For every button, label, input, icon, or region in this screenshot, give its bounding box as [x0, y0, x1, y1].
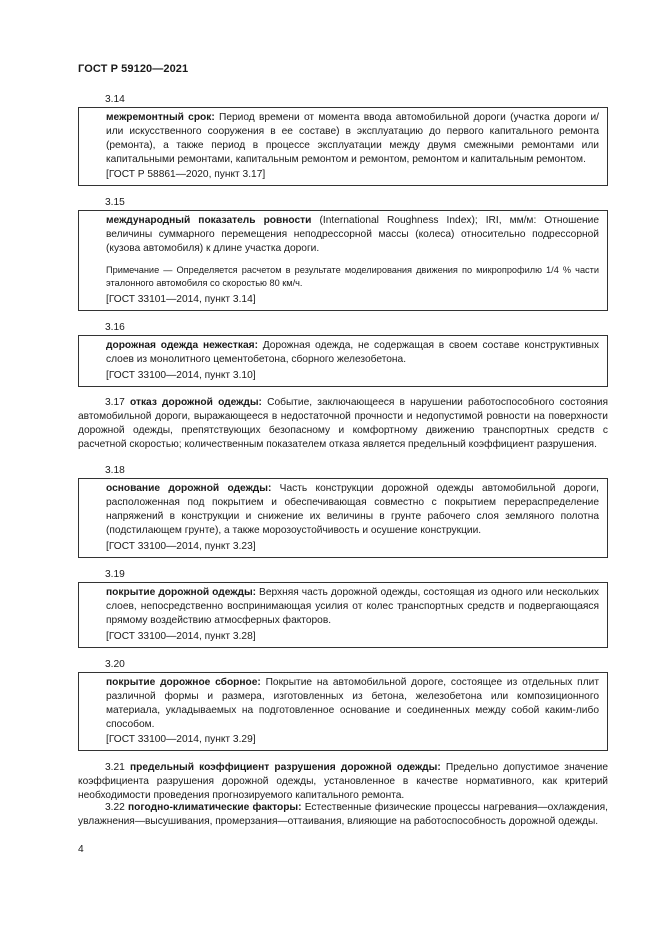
term-text: Период времени от момента ввода автомобильной дороги (участка дороги и/или искусственного сооружения в ее составе) в эксплуатацию до первого капитального ремонта (ремонта), а также период в процессе эксплуатации между двумя смежными ремонтами или капитальными ремонтами, капитальным ремонтом и ремонтом, ремонтом и капитальным ремонтом.: [106, 112, 599, 165]
term-source: [ГОСТ 33101—2014, пункт 3.14]: [106, 294, 256, 305]
term-box: [78, 107, 608, 186]
paragraph-text: Предельно допустимое значение коэффициента разрушения дорожной одежды, установленное в качестве нормативного, как критерий необходимости проведения прогнозируемого капитального ремонта.: [78, 762, 608, 801]
term-note: Примечание — Определяется расчетом в результате моделирования движения по микропрофилю 1/4 % части эталонного автомобиля со скоростью 80 км/ч.: [106, 265, 599, 288]
term-box: [78, 582, 608, 648]
page-number: 4: [78, 844, 84, 855]
term-box: [78, 210, 608, 311]
paragraph: [78, 761, 608, 803]
term-definition: [106, 214, 599, 256]
term-title: межремонтный срок:: [106, 112, 215, 123]
term-title: покрытие дорожное сборное:: [106, 677, 261, 688]
term-source: [ГОСТ 33100—2014, пункт 3.29]: [106, 734, 256, 745]
term-number: 3.14: [105, 94, 125, 105]
term-number: 3.15: [105, 197, 125, 208]
term-number: 3.18: [105, 465, 125, 476]
paragraph-term: предельный коэффициент разрушения дорожной одежды:: [129, 762, 441, 773]
term-definition: [106, 339, 599, 367]
term-title: международный показатель ровности: [106, 215, 312, 226]
term-definition: [106, 586, 599, 628]
term-source: [ГОСТ 33100—2014, пункт 3.28]: [106, 631, 256, 642]
term-text: Верхняя часть дорожной одежды, состоящая из одного или нескольких слоев, непосредственно воспринимающая усилия от колес транспортных средств и подвергающаяся прямому воздействию атмосферных факторов.: [106, 587, 599, 626]
term-box: [78, 478, 608, 558]
term-box: [78, 335, 608, 387]
term-source: [ГОСТ Р 58861—2020, пункт 3.17]: [106, 169, 266, 180]
term-definition: [106, 676, 599, 732]
document-header: ГОСТ Р 59120—2021: [78, 63, 189, 75]
paragraph-text: Событие, заключающееся в нарушении работоспособного состояния автомобильной дороги, выражающееся в недостаточной прочности и недопустимой ровности на поверхности дорожной одежды, препятствующих безопасному и комфортному движению транспортных средств с расчетной скоростью; количественным показателем отказа является предельный коэффициент разрушения.: [78, 397, 608, 450]
term-box: [78, 672, 608, 751]
term-source: [ГОСТ 33100—2014, пункт 3.10]: [106, 370, 256, 381]
paragraph-term: погодно-климатические факторы:: [128, 802, 302, 813]
term-text: (International Roughness Index); IRI, мм/м: Отношение величины суммарного перемещения неподрессорной массы (колеса) относительно подрессорной (кузова автомобиля) к длине участка дороги.: [106, 215, 600, 254]
term-title: основание дорожной одежды:: [106, 483, 272, 494]
term-text: Покрытие на автомобильной дороге, состоящее из отдельных плит различной формы и размера, изготовленных из бетона, железобетона или композиционного материала, укладываемых на подготовленное основание и соединенных между собой каким-либо способом.: [106, 677, 599, 730]
paragraph-text: Естественные физические процессы нагревания—охлаждения, увлажнения—высушивания, промерзания—оттаивания, влияющие на работоспособность дорожной одежды.: [78, 802, 608, 827]
term-title: дорожная одежда нежесткая:: [106, 340, 259, 351]
term-number: 3.19: [105, 569, 125, 580]
paragraph: [78, 396, 608, 452]
term-definition: [106, 482, 599, 538]
paragraph-number: 3.17: [105, 397, 125, 408]
term-text: Часть конструкции дорожной одежды автомобильной дороги, расположенная под покрытием и обеспечивающая совместно с покрытием перераспределение напряжений в конструкции и снижение их величины в грунте рабочего слоя земляного полотна (подстилающем грунте), а также морозоустойчивость и осушение конструкции.: [106, 483, 599, 536]
term-text: Дорожная одежда, не содержащая в своем составе конструктивных слоев из монолитного цементобетона, сборного железобетона.: [106, 340, 599, 365]
paragraph-term: отказ дорожной одежды:: [129, 397, 262, 408]
paragraph: [78, 801, 608, 829]
term-definition: [106, 111, 599, 167]
term-title: покрытие дорожной одежды:: [106, 587, 257, 598]
term-number: 3.16: [105, 322, 125, 333]
paragraph-number: 3.21: [105, 762, 125, 773]
term-number: 3.20: [105, 659, 125, 670]
paragraph-number: 3.22: [105, 802, 125, 813]
term-source: [ГОСТ 33100—2014, пункт 3.23]: [106, 541, 256, 552]
